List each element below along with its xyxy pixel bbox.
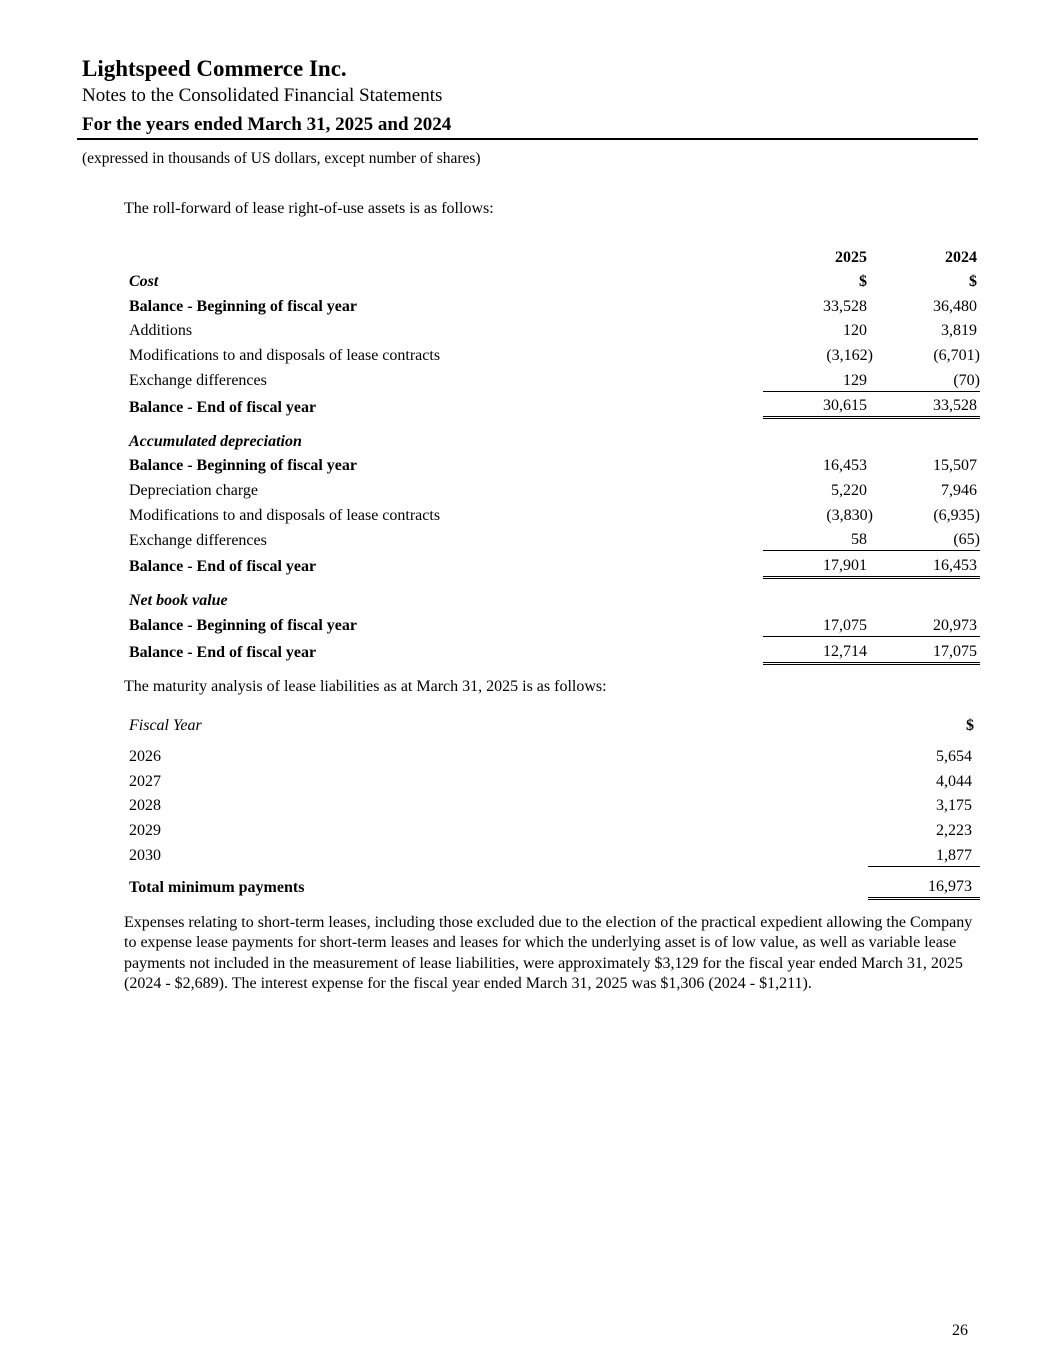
table-row	[124, 526, 980, 551]
value-2024: 3,819	[941, 322, 977, 340]
row-label: Modifications to and disposals of lease contracts	[129, 346, 441, 364]
value-2025: 17,075	[763, 611, 873, 636]
amount: 4,044	[936, 772, 972, 790]
cost-heading: Cost	[129, 273, 159, 291]
header-divider	[77, 138, 978, 140]
fiscal-year: 2028	[129, 797, 161, 815]
row-label: Balance - Beginning of fiscal year	[129, 457, 357, 475]
value-2024: (65)	[873, 526, 980, 551]
amount: 2,223	[936, 821, 972, 839]
currency-2024: $	[969, 273, 977, 291]
value-2025: 12,714	[763, 636, 873, 663]
cost-heading-row	[124, 268, 980, 293]
table-row	[124, 816, 980, 841]
row-label: Balance - End of fiscal year	[129, 644, 317, 661]
fiscal-year: 2026	[129, 748, 161, 766]
row-label: Balance - Beginning of fiscal year	[129, 297, 357, 315]
value-2025: (3,830)	[826, 506, 873, 524]
value-2024: 16,453	[873, 551, 980, 578]
value-2024: 20,973	[873, 611, 980, 636]
units-note: (expressed in thousands of US dollars, except number of shares)	[82, 150, 481, 167]
net-book-value-heading-row	[124, 587, 980, 612]
year-2024-header: 2024	[945, 248, 977, 266]
document-subtitle: Notes to the Consolidated Financial Statements	[82, 85, 443, 106]
year-2025-header: 2025	[835, 248, 867, 266]
total-row	[124, 391, 980, 418]
value-2024: (70)	[873, 366, 980, 391]
table-row	[124, 366, 980, 391]
fiscal-year: 2030	[129, 847, 161, 865]
value-2025: 120	[843, 322, 867, 340]
accumulated-depreciation-heading: Accumulated depreciation	[129, 432, 302, 450]
company-name: Lightspeed Commerce Inc.	[82, 56, 347, 81]
value-2025: 5,220	[831, 481, 867, 499]
row-label: Additions	[129, 322, 193, 340]
row-label: Balance - End of fiscal year	[129, 558, 317, 576]
amount: 1,877	[868, 841, 980, 866]
table-row	[124, 841, 980, 866]
value-2025: 58	[763, 526, 873, 551]
accumulated-depreciation-heading-row	[124, 427, 980, 452]
fiscal-year-header: Fiscal Year	[129, 716, 202, 734]
short-term-leases-paragraph: Expenses relating to short-term leases, including those excluded due to the election of the practical expedient allowing the Company to expense lease payments for short-term leases and leases for which the underlying asset is of low value, as well as variable lease payments not included in the measurement of lease liabilities, were approximately $3,129 for the fiscal year ended March 31, 2025 (2024 - $2,689). The interest expense for the fiscal year ended March 31, 2025 was $1,306 (2024 - $1,211).	[124, 914, 973, 993]
table-row	[124, 476, 980, 501]
amount: 5,654	[936, 748, 972, 766]
row-label: Balance - Beginning of fiscal year	[129, 617, 357, 635]
maturity-intro: The maturity analysis of lease liabilities as at March 31, 2025 is as follows:	[124, 678, 607, 695]
value-2025: 30,615	[763, 391, 873, 418]
total-row	[124, 636, 980, 663]
value-2024: (6,935)	[933, 506, 980, 524]
value-2024: 33,528	[873, 391, 980, 418]
rollforward-table	[124, 243, 980, 665]
total-amount: 16,973	[868, 866, 980, 898]
year-header-row	[124, 243, 980, 268]
fiscal-year: 2029	[129, 821, 161, 839]
currency-2025: $	[859, 273, 867, 291]
value-2024: (6,701)	[933, 346, 980, 364]
value-2025: 17,901	[763, 551, 873, 578]
value-2025: 33,528	[823, 297, 867, 315]
total-row	[124, 866, 980, 898]
currency-header: $	[966, 716, 974, 734]
total-row	[124, 551, 980, 578]
row-label: Depreciation charge	[129, 481, 258, 499]
row-label: Balance - End of fiscal year	[129, 398, 317, 416]
table-row	[124, 792, 980, 817]
table-row	[124, 317, 980, 342]
maturity-table	[124, 711, 980, 900]
table-row	[124, 611, 980, 636]
row-label: Exchange differences	[129, 372, 267, 390]
value-2024: 36,480	[933, 297, 977, 315]
value-2025: (3,162)	[826, 346, 873, 364]
fiscal-year: 2027	[129, 772, 161, 790]
amount: 3,175	[936, 797, 972, 815]
value-2024: 17,075	[873, 636, 980, 663]
value-2025: 16,453	[823, 457, 867, 475]
total-label: Total minimum payments	[129, 879, 305, 897]
page-number: 26	[952, 1322, 968, 1339]
rollforward-intro: The roll-forward of lease right-of-use assets is as follows:	[124, 200, 494, 217]
table-row	[124, 501, 980, 526]
net-book-value-heading: Net book value	[129, 592, 228, 610]
table-row	[124, 341, 980, 366]
row-label: Modifications to and disposals of lease contracts	[129, 506, 441, 524]
table-row	[124, 743, 980, 768]
table-row	[124, 292, 980, 317]
value-2024: 15,507	[933, 457, 977, 475]
value-2024: 7,946	[941, 481, 977, 499]
row-label: Exchange differences	[129, 531, 267, 549]
table-row	[124, 452, 980, 477]
reporting-period: For the years ended March 31, 2025 and 2024	[82, 114, 452, 135]
maturity-header-row	[124, 711, 980, 736]
value-2025: 129	[763, 366, 873, 391]
table-row	[124, 767, 980, 792]
